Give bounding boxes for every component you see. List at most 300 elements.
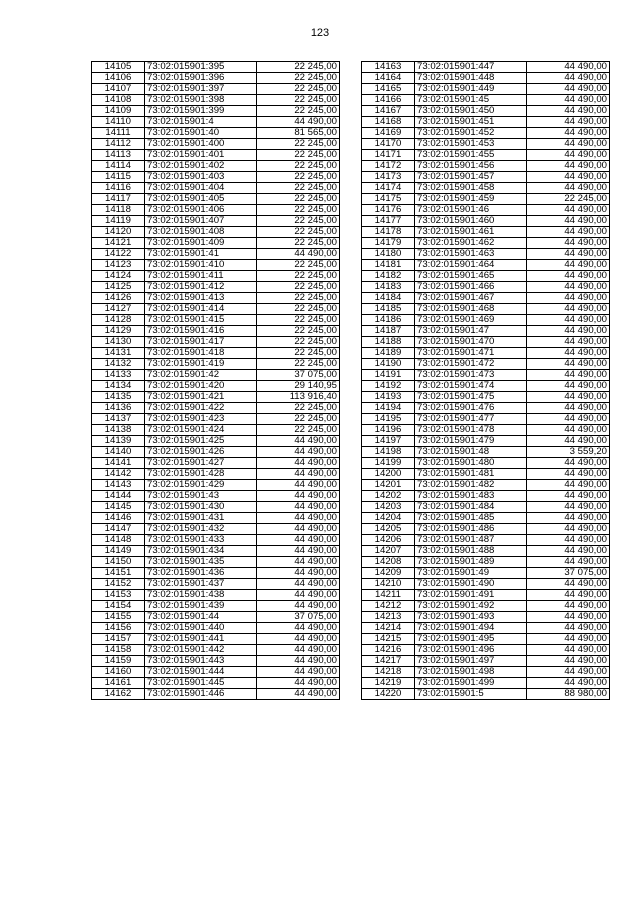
table-row (362, 601, 610, 612)
cadastral-number-cell: 73:02:015901:460 (415, 216, 527, 227)
row-number-cell: 14184 (362, 293, 415, 304)
table-row (92, 425, 340, 436)
cadastral-number-cell: 73:02:015901:404 (145, 183, 257, 194)
value-cell: 44 490,00 (527, 480, 610, 491)
cadastral-number-cell: 73:02:015901:466 (415, 282, 527, 293)
table-row (92, 612, 340, 623)
cadastral-number-cell: 73:02:015901:488 (415, 546, 527, 557)
table-row (92, 315, 340, 326)
cadastral-number-cell: 73:02:015901:424 (145, 425, 257, 436)
cadastral-number-cell: 73:02:015901:478 (415, 425, 527, 436)
table-row (362, 579, 610, 590)
row-number-cell: 14210 (362, 579, 415, 590)
value-cell: 22 245,00 (527, 194, 610, 205)
table-row (92, 139, 340, 150)
value-cell: 44 490,00 (257, 689, 340, 700)
row-number-cell: 14175 (362, 194, 415, 205)
value-cell: 22 245,00 (257, 238, 340, 249)
table-row (92, 678, 340, 689)
cadastral-number-cell: 73:02:015901:450 (415, 106, 527, 117)
cadastral-number-cell: 73:02:015901:399 (145, 106, 257, 117)
cadastral-number-cell: 73:02:015901:5 (415, 689, 527, 700)
table-row (92, 249, 340, 260)
value-cell: 44 490,00 (527, 150, 610, 161)
cadastral-number-cell: 73:02:015901:425 (145, 436, 257, 447)
register-table-right (361, 61, 610, 700)
value-cell: 22 245,00 (257, 73, 340, 84)
value-cell: 44 490,00 (257, 491, 340, 502)
cadastral-number-cell: 73:02:015901:447 (415, 62, 527, 73)
row-number-cell: 14173 (362, 172, 415, 183)
table-row (92, 480, 340, 491)
cadastral-number-cell: 73:02:015901:414 (145, 304, 257, 315)
cadastral-number-cell: 73:02:015901:45 (415, 95, 527, 106)
row-number-cell: 14109 (92, 106, 145, 117)
row-number-cell: 14195 (362, 414, 415, 425)
value-cell: 44 490,00 (527, 590, 610, 601)
table-row (92, 590, 340, 601)
value-cell: 29 140,95 (257, 381, 340, 392)
table-row (92, 117, 340, 128)
table-row (362, 117, 610, 128)
value-cell: 22 245,00 (257, 216, 340, 227)
table-row (362, 238, 610, 249)
value-cell: 22 245,00 (257, 183, 340, 194)
table-row (362, 689, 610, 700)
table-row (362, 359, 610, 370)
row-number-cell: 14106 (92, 73, 145, 84)
table-row (362, 524, 610, 535)
table-row (92, 359, 340, 370)
table-row (362, 557, 610, 568)
row-number-cell: 14204 (362, 513, 415, 524)
value-cell: 22 245,00 (257, 95, 340, 106)
cadastral-number-cell: 73:02:015901:451 (415, 117, 527, 128)
cadastral-number-cell: 73:02:015901:453 (415, 139, 527, 150)
value-cell: 44 490,00 (527, 84, 610, 95)
cadastral-number-cell: 73:02:015901:411 (145, 271, 257, 282)
table-row (92, 535, 340, 546)
cadastral-number-cell: 73:02:015901:455 (415, 150, 527, 161)
value-cell: 44 490,00 (527, 348, 610, 359)
cadastral-number-cell: 73:02:015901:400 (145, 139, 257, 150)
cadastral-number-cell: 73:02:015901:429 (145, 480, 257, 491)
value-cell: 44 490,00 (257, 546, 340, 557)
cadastral-number-cell: 73:02:015901:463 (415, 249, 527, 260)
row-number-cell: 14208 (362, 557, 415, 568)
row-number-cell: 14216 (362, 645, 415, 656)
table-row (362, 645, 610, 656)
row-number-cell: 14186 (362, 315, 415, 326)
cadastral-number-cell: 73:02:015901:496 (415, 645, 527, 656)
cadastral-number-cell: 73:02:015901:497 (415, 656, 527, 667)
table-row (92, 271, 340, 282)
value-cell: 22 245,00 (257, 359, 340, 370)
row-number-cell: 14171 (362, 150, 415, 161)
cadastral-number-cell: 73:02:015901:439 (145, 601, 257, 612)
value-cell: 44 490,00 (257, 469, 340, 480)
row-number-cell: 14160 (92, 667, 145, 678)
value-cell: 22 245,00 (257, 337, 340, 348)
value-cell: 44 490,00 (527, 667, 610, 678)
table-row (362, 491, 610, 502)
value-cell: 44 490,00 (257, 117, 340, 128)
row-number-cell: 14164 (362, 73, 415, 84)
value-cell: 44 490,00 (527, 183, 610, 194)
cadastral-number-cell: 73:02:015901:494 (415, 623, 527, 634)
row-number-cell: 14142 (92, 469, 145, 480)
table-row (362, 139, 610, 150)
value-cell: 22 245,00 (257, 326, 340, 337)
value-cell: 22 245,00 (257, 62, 340, 73)
row-number-cell: 14121 (92, 238, 145, 249)
value-cell: 44 490,00 (257, 623, 340, 634)
cadastral-number-cell: 73:02:015901:430 (145, 502, 257, 513)
value-cell: 44 490,00 (527, 469, 610, 480)
row-number-cell: 14113 (92, 150, 145, 161)
row-number-cell: 14140 (92, 447, 145, 458)
table-row (362, 414, 610, 425)
table-row (362, 293, 610, 304)
cadastral-number-cell: 73:02:015901:416 (145, 326, 257, 337)
value-cell: 44 490,00 (527, 403, 610, 414)
cadastral-number-cell: 73:02:015901:440 (145, 623, 257, 634)
value-cell: 3 559,20 (527, 447, 610, 458)
value-cell: 44 490,00 (527, 227, 610, 238)
cadastral-number-cell: 73:02:015901:487 (415, 535, 527, 546)
cadastral-number-cell: 73:02:015901:435 (145, 557, 257, 568)
value-cell: 37 075,00 (257, 612, 340, 623)
cadastral-number-cell: 73:02:015901:475 (415, 392, 527, 403)
row-number-cell: 14114 (92, 161, 145, 172)
row-number-cell: 14196 (362, 425, 415, 436)
cadastral-number-cell: 73:02:015901:482 (415, 480, 527, 491)
value-cell: 22 245,00 (257, 414, 340, 425)
cadastral-number-cell: 73:02:015901:448 (415, 73, 527, 84)
row-number-cell: 14163 (362, 62, 415, 73)
row-number-cell: 14126 (92, 293, 145, 304)
table-row (362, 634, 610, 645)
table-row (362, 227, 610, 238)
value-cell: 44 490,00 (257, 634, 340, 645)
cadastral-number-cell: 73:02:015901:410 (145, 260, 257, 271)
row-number-cell: 14112 (92, 139, 145, 150)
table-row (362, 656, 610, 667)
value-cell: 44 490,00 (257, 249, 340, 260)
table-row (362, 535, 610, 546)
value-cell: 44 490,00 (527, 282, 610, 293)
table-row (92, 568, 340, 579)
table-row (92, 546, 340, 557)
cadastral-number-cell: 73:02:015901:426 (145, 447, 257, 458)
cadastral-number-cell: 73:02:015901:444 (145, 667, 257, 678)
table-row (92, 524, 340, 535)
table-row (92, 403, 340, 414)
row-number-cell: 14125 (92, 282, 145, 293)
table-row (362, 337, 610, 348)
cadastral-number-cell: 73:02:015901:436 (145, 568, 257, 579)
cadastral-number-cell: 73:02:015901:474 (415, 381, 527, 392)
row-number-cell: 14182 (362, 271, 415, 282)
table-row (362, 73, 610, 84)
cadastral-number-cell: 73:02:015901:42 (145, 370, 257, 381)
cadastral-number-cell: 73:02:015901:442 (145, 645, 257, 656)
row-number-cell: 14207 (362, 546, 415, 557)
cadastral-number-cell: 73:02:015901:405 (145, 194, 257, 205)
value-cell: 44 490,00 (257, 480, 340, 491)
row-number-cell: 14217 (362, 656, 415, 667)
row-number-cell: 14119 (92, 216, 145, 227)
value-cell: 44 490,00 (527, 238, 610, 249)
page-number: 123 (310, 27, 330, 39)
value-cell: 44 490,00 (257, 590, 340, 601)
cadastral-number-cell: 73:02:015901:485 (415, 513, 527, 524)
cadastral-number-cell: 73:02:015901:44 (145, 612, 257, 623)
cadastral-number-cell: 73:02:015901:48 (415, 447, 527, 458)
row-number-cell: 14209 (362, 568, 415, 579)
value-cell: 22 245,00 (257, 315, 340, 326)
table-row (362, 568, 610, 579)
cadastral-number-cell: 73:02:015901:409 (145, 238, 257, 249)
value-cell: 44 490,00 (527, 62, 610, 73)
row-number-cell: 14155 (92, 612, 145, 623)
table-row (92, 282, 340, 293)
cadastral-number-cell: 73:02:015901:461 (415, 227, 527, 238)
value-cell: 44 490,00 (527, 293, 610, 304)
row-number-cell: 14219 (362, 678, 415, 689)
row-number-cell: 14165 (362, 84, 415, 95)
value-cell: 44 490,00 (527, 337, 610, 348)
row-number-cell: 14187 (362, 326, 415, 337)
cadastral-number-cell: 73:02:015901:446 (145, 689, 257, 700)
cadastral-number-cell: 73:02:015901:473 (415, 370, 527, 381)
table-body-left (92, 62, 340, 700)
table-row (362, 161, 610, 172)
row-number-cell: 14149 (92, 546, 145, 557)
table-row (362, 623, 610, 634)
row-number-cell: 14134 (92, 381, 145, 392)
cadastral-number-cell: 73:02:015901:486 (415, 524, 527, 535)
table-row (92, 172, 340, 183)
table-row (92, 227, 340, 238)
value-cell: 37 075,00 (257, 370, 340, 381)
cadastral-number-cell: 73:02:015901:477 (415, 414, 527, 425)
row-number-cell: 14117 (92, 194, 145, 205)
value-cell: 22 245,00 (257, 282, 340, 293)
value-cell: 22 245,00 (257, 84, 340, 95)
value-cell: 44 490,00 (257, 667, 340, 678)
value-cell: 44 490,00 (527, 623, 610, 634)
row-number-cell: 14213 (362, 612, 415, 623)
table-row (92, 645, 340, 656)
table-row (92, 513, 340, 524)
value-cell: 22 245,00 (257, 161, 340, 172)
table-row (92, 293, 340, 304)
row-number-cell: 14157 (92, 634, 145, 645)
cadastral-number-cell: 73:02:015901:472 (415, 359, 527, 370)
table-row (362, 348, 610, 359)
table-row (92, 689, 340, 700)
row-number-cell: 14124 (92, 271, 145, 282)
value-cell: 44 490,00 (527, 381, 610, 392)
row-number-cell: 14133 (92, 370, 145, 381)
value-cell: 44 490,00 (527, 458, 610, 469)
table-row (92, 348, 340, 359)
table-row (362, 216, 610, 227)
row-number-cell: 14177 (362, 216, 415, 227)
table-row (92, 238, 340, 249)
value-cell: 44 490,00 (527, 73, 610, 84)
table-row (362, 513, 610, 524)
table-row (362, 282, 610, 293)
cadastral-number-cell: 73:02:015901:491 (415, 590, 527, 601)
value-cell: 81 565,00 (257, 128, 340, 139)
cadastral-number-cell: 73:02:015901:437 (145, 579, 257, 590)
value-cell: 22 245,00 (257, 271, 340, 282)
table-row (92, 447, 340, 458)
row-number-cell: 14161 (92, 678, 145, 689)
table-row (362, 172, 610, 183)
value-cell: 44 490,00 (527, 359, 610, 370)
cadastral-number-cell: 73:02:015901:419 (145, 359, 257, 370)
table-row (92, 667, 340, 678)
value-cell: 44 490,00 (527, 557, 610, 568)
row-number-cell: 14128 (92, 315, 145, 326)
table-row (92, 601, 340, 612)
cadastral-number-cell: 73:02:015901:457 (415, 172, 527, 183)
cadastral-number-cell: 73:02:015901:412 (145, 282, 257, 293)
row-number-cell: 14148 (92, 535, 145, 546)
cadastral-number-cell: 73:02:015901:458 (415, 183, 527, 194)
value-cell: 44 490,00 (257, 458, 340, 469)
table-row (362, 392, 610, 403)
cadastral-number-cell: 73:02:015901:41 (145, 249, 257, 260)
row-number-cell: 14218 (362, 667, 415, 678)
table-row (92, 128, 340, 139)
row-number-cell: 14174 (362, 183, 415, 194)
cadastral-number-cell: 73:02:015901:421 (145, 392, 257, 403)
value-cell: 44 490,00 (257, 436, 340, 447)
table-row (362, 370, 610, 381)
row-number-cell: 14202 (362, 491, 415, 502)
table-row (92, 304, 340, 315)
row-number-cell: 14153 (92, 590, 145, 601)
table-row (92, 183, 340, 194)
value-cell: 22 245,00 (257, 348, 340, 359)
cadastral-number-cell: 73:02:015901:433 (145, 535, 257, 546)
row-number-cell: 14144 (92, 491, 145, 502)
table-row (92, 205, 340, 216)
row-number-cell: 14108 (92, 95, 145, 106)
value-cell: 113 916,40 (257, 392, 340, 403)
row-number-cell: 14111 (92, 128, 145, 139)
cadastral-number-cell: 73:02:015901:493 (415, 612, 527, 623)
row-number-cell: 14220 (362, 689, 415, 700)
cadastral-number-cell: 73:02:015901:432 (145, 524, 257, 535)
value-cell: 44 490,00 (527, 172, 610, 183)
row-number-cell: 14185 (362, 304, 415, 315)
table-row (362, 436, 610, 447)
value-cell: 44 490,00 (527, 601, 610, 612)
cadastral-number-cell: 73:02:015901:456 (415, 161, 527, 172)
cadastral-number-cell: 73:02:015901:43 (145, 491, 257, 502)
row-number-cell: 14191 (362, 370, 415, 381)
row-number-cell: 14200 (362, 469, 415, 480)
table-row (92, 458, 340, 469)
value-cell: 22 245,00 (257, 403, 340, 414)
row-number-cell: 14139 (92, 436, 145, 447)
row-number-cell: 14180 (362, 249, 415, 260)
table-row (362, 667, 610, 678)
cadastral-number-cell: 73:02:015901:490 (415, 579, 527, 590)
value-cell: 44 490,00 (527, 106, 610, 117)
cadastral-number-cell: 73:02:015901:434 (145, 546, 257, 557)
row-number-cell: 14122 (92, 249, 145, 260)
row-number-cell: 14130 (92, 337, 145, 348)
value-cell: 44 490,00 (257, 447, 340, 458)
table-row (362, 502, 610, 513)
row-number-cell: 14138 (92, 425, 145, 436)
row-number-cell: 14179 (362, 238, 415, 249)
row-number-cell: 14105 (92, 62, 145, 73)
table-row (92, 161, 340, 172)
value-cell: 44 490,00 (257, 601, 340, 612)
cadastral-number-cell: 73:02:015901:403 (145, 172, 257, 183)
table-row (362, 403, 610, 414)
row-number-cell: 14123 (92, 260, 145, 271)
cadastral-number-cell: 73:02:015901:462 (415, 238, 527, 249)
table-row (362, 326, 610, 337)
value-cell: 44 490,00 (527, 678, 610, 689)
table-row (362, 260, 610, 271)
cadastral-number-cell: 73:02:015901:395 (145, 62, 257, 73)
row-number-cell: 14214 (362, 623, 415, 634)
row-number-cell: 14183 (362, 282, 415, 293)
value-cell: 22 245,00 (257, 106, 340, 117)
cadastral-number-cell: 73:02:015901:396 (145, 73, 257, 84)
value-cell: 44 490,00 (257, 513, 340, 524)
cadastral-number-cell: 73:02:015901:401 (145, 150, 257, 161)
row-number-cell: 14190 (362, 359, 415, 370)
cadastral-number-cell: 73:02:015901:46 (415, 205, 527, 216)
row-number-cell: 14215 (362, 634, 415, 645)
row-number-cell: 14176 (362, 205, 415, 216)
cadastral-number-cell: 73:02:015901:484 (415, 502, 527, 513)
row-number-cell: 14189 (362, 348, 415, 359)
value-cell: 44 490,00 (257, 557, 340, 568)
row-number-cell: 14203 (362, 502, 415, 513)
row-number-cell: 14154 (92, 601, 145, 612)
value-cell: 44 490,00 (527, 249, 610, 260)
row-number-cell: 14129 (92, 326, 145, 337)
row-number-cell: 14199 (362, 458, 415, 469)
register-table-left (91, 61, 340, 700)
value-cell: 44 490,00 (527, 546, 610, 557)
value-cell: 44 490,00 (527, 326, 610, 337)
row-number-cell: 14120 (92, 227, 145, 238)
cadastral-number-cell: 73:02:015901:402 (145, 161, 257, 172)
row-number-cell: 14170 (362, 139, 415, 150)
table-row (362, 469, 610, 480)
cadastral-number-cell: 73:02:015901:398 (145, 95, 257, 106)
value-cell: 44 490,00 (527, 579, 610, 590)
row-number-cell: 14193 (362, 392, 415, 403)
cadastral-number-cell: 73:02:015901:459 (415, 194, 527, 205)
value-cell: 44 490,00 (527, 205, 610, 216)
value-cell: 44 490,00 (527, 612, 610, 623)
table-row (92, 106, 340, 117)
value-cell: 44 490,00 (527, 304, 610, 315)
